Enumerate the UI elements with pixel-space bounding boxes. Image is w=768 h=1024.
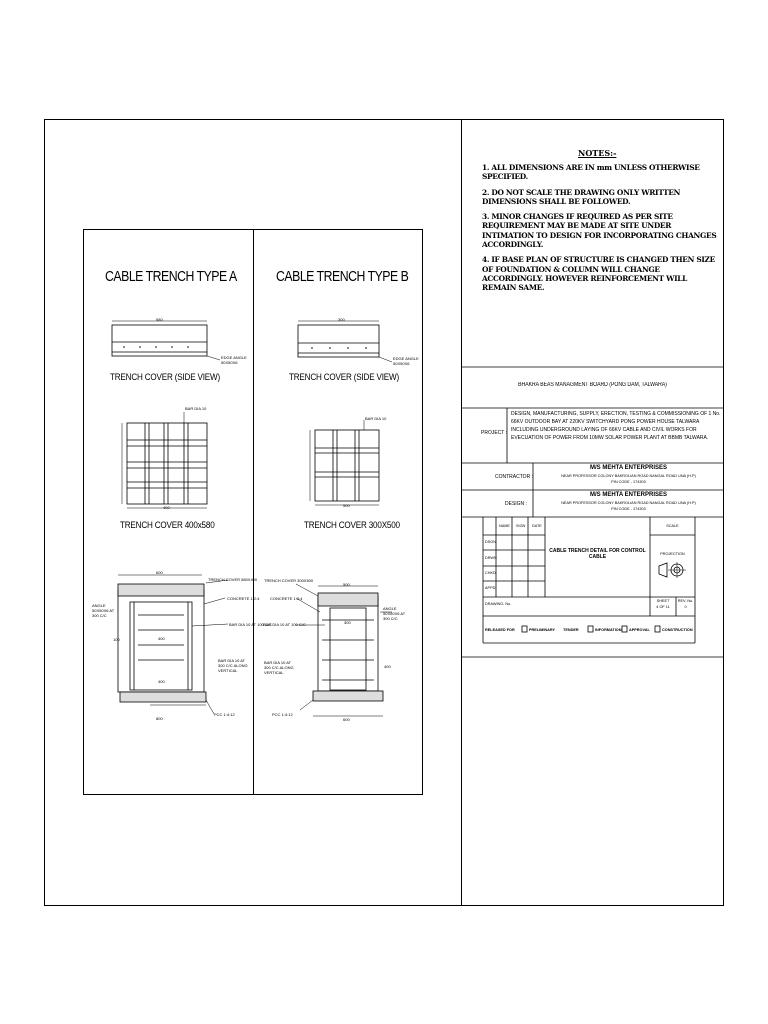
- release-option-tender: TENDER: [563, 628, 579, 632]
- type-a-section-pcc: [120, 692, 206, 702]
- row-label: APPD: [485, 586, 496, 590]
- note-item: 4. IF BASE PLAN OF STRUCTURE IS CHANGED THEN SIZE OF FOUNDATION & COLUMN WILL CHANGE ACCORDINGLY. HOWEVER REINFORCEMENT WILL REMAIN SAME.: [482, 255, 715, 293]
- project-label: PROJECT :: [481, 430, 508, 436]
- type-a-section-depth-dim: 400: [158, 679, 165, 684]
- contractor-pin: PIN CODE - 174303: [611, 480, 646, 484]
- type-a-section-pcc-label: PCC 1:4:12: [214, 712, 235, 717]
- release-option-information: INFORMATION: [595, 628, 622, 632]
- release-option-approval: APPROVAL: [629, 628, 650, 632]
- type-b-section-inner-dim: 300: [344, 620, 351, 625]
- type-a-bar-label: BAR DIA 10: [185, 406, 207, 411]
- notes-heading: NOTES:-: [578, 148, 617, 158]
- drawing-title: CABLE TRENCH DETAIL FOR CONTROL CABLE: [549, 548, 646, 560]
- type-b-section-vert-bar-label: BAR DIA 10 AT 300 C/C ALONG VERTICAL: [264, 660, 294, 675]
- type-a-section-cover-label: TRENCH COVER 580X400: [208, 577, 258, 582]
- projection-label: PROJECTION: [660, 552, 685, 556]
- type-b-bar-label: BAR DIA 10: [365, 416, 387, 421]
- scale-label: SCALE: [666, 524, 679, 528]
- type-a-section-inner-dim: 400: [158, 636, 165, 641]
- type-a-section-top-dim: 600: [156, 570, 163, 575]
- type-a-plan-label: TRENCH COVER 400x580: [120, 520, 215, 530]
- type-a-side-view: [112, 325, 207, 356]
- type-a-plan-dim: 400: [163, 505, 170, 510]
- rev-label: REV. No.: [677, 599, 694, 603]
- type-b-section-cover-label: TRENCH COVER 300X500: [264, 578, 314, 583]
- col-date-header: DATE: [532, 524, 542, 528]
- row-label: CHKD: [485, 571, 496, 575]
- type-a-section-bar-label: BAR DIA 10 AT 100 C/C: [229, 622, 272, 627]
- type-a-cover-width-dim: 580: [156, 317, 163, 322]
- type-b-section-concrete-label: CONCRETE 1:2:4: [270, 596, 303, 601]
- type-a-section-concrete-label: CONCRETE 1:2:4: [227, 596, 260, 601]
- type-a-section-base-dim: 800: [156, 716, 163, 721]
- type-a-section-angle-label: ANGLE 50X50X6 AT 300 C/C: [92, 603, 115, 618]
- type-a-section-vert-bar-label: BAR DIA 10 AT 300 C/C ALONG VERTICAL: [218, 658, 248, 673]
- design-address: NEAR PROFESSOR COLONY BAKROLIAN ROAD NANGAL ROAD UNA (H.P): [561, 501, 696, 505]
- type-b-cover-plan: [315, 430, 379, 501]
- design-label: DESIGN :: [505, 501, 527, 507]
- contractor-label: CONTRACTOR :: [495, 474, 533, 480]
- type-b-edge-angle-label: EDGE ANGLE 50X50X6: [393, 356, 419, 366]
- type-b-section-cover: [318, 593, 378, 606]
- row-label: DSGN: [485, 540, 496, 544]
- release-option-preliminary: PRELIMINARY: [529, 628, 556, 632]
- type-a-title: CABLE TRENCH TYPE A: [105, 268, 237, 285]
- type-b-cover-width-dim: 300: [338, 317, 345, 322]
- released-for-label: RELEASED FOR: [485, 628, 515, 632]
- contractor-address: NEAR PROFESSOR COLONY BAKROLIAN ROAD NANGAL ROAD UNA (H.P): [561, 474, 696, 478]
- type-b-section-top-dim: 500: [343, 582, 350, 587]
- rev-value: 0: [684, 605, 687, 609]
- note-item: 1. ALL DIMENSIONS ARE IN mm UNLESS OTHERWISE SPECIFIED.: [482, 163, 700, 182]
- type-b-side-view-label: TRENCH COVER (SIDE VIEW): [289, 372, 399, 382]
- notes-list: [482, 163, 718, 293]
- checkbox-preliminary: [522, 626, 527, 632]
- row-label: DRWN: [485, 556, 497, 560]
- type-a-cover-plan: [127, 423, 207, 504]
- col-name-header: NAME: [499, 524, 510, 528]
- type-b-section-pcc: [313, 691, 383, 701]
- type-b-plan-dim: 500: [343, 503, 350, 508]
- checkbox-construction: [655, 626, 660, 632]
- design-pin: PIN CODE - 174303: [611, 507, 646, 511]
- type-b-side-view: [298, 325, 379, 357]
- type-b-section-depth-dim: 400: [384, 664, 391, 669]
- type-b-title: CABLE TRENCH TYPE B: [276, 268, 409, 285]
- type-b-section-pcc-label: PCC 1:4:12: [272, 712, 293, 717]
- checkbox-information: [588, 626, 593, 632]
- type-b-section-bar-label: BAR DIA 10 AT 100 C/C: [263, 622, 306, 627]
- col-sign-header: SIGN: [516, 524, 526, 528]
- contractor-name: M/S MEHTA ENTERPRISES: [589, 465, 667, 471]
- type-a-edge-angle-label: EDGE ANGLE 50X50X6: [221, 355, 247, 365]
- type-b-plan-label: TRENCH COVER 300X500: [304, 520, 400, 530]
- type-a-section-wall: [118, 590, 204, 692]
- note-item: 2. DO NOT SCALE THE DRAWING ONLY WRITTEN DIMENSIONS SHALL BE FOLLOWED.: [482, 187, 681, 206]
- checkbox-approval: [622, 626, 627, 632]
- type-b-section-base-dim: 600: [343, 717, 350, 722]
- design-name: M/S MEHTA ENTERPRISES: [589, 492, 667, 498]
- sheet-label: SHEET: [656, 599, 670, 603]
- board-name: BHAKRA BEAS MANAGMENT BOARD (PONG DAM, TALWARA): [518, 382, 667, 388]
- type-b-section-wall: [318, 596, 378, 691]
- type-a-side-view-label: TRENCH COVER (SIDE VIEW): [110, 372, 220, 382]
- project-description: DESIGN, MANUFACTURING, SUPPLY, ERECTION, TESTING & COMMISSIONING OF 1 No. 66KV OUTDOOR BAY AT 220KV SWITCHYARD PONG POWER HOUSE TALWARA INCLUDING UNDERGROUND LAYING OF 66KV CABLE AND CIVIL WORKS FOR EVECUATION OF POWER FROM 10MW SOLAR POWER PLANT AT BBMB TALWARA.: [511, 411, 721, 441]
- type-a-section-cover: [118, 584, 204, 596]
- type-a-section-side-dim: 100: [113, 637, 120, 642]
- type-b-section-angle-label: ANGLE 50X50X6 AT 300 C/C: [383, 606, 406, 621]
- drawing-no-label: DRAWING. No.: [485, 602, 512, 606]
- release-option-construction: CONSTRUCTION: [662, 628, 693, 632]
- note-item: 3. MINOR CHANGES IF REQUIRED AS PER SITE REQUIREMENT MAY BE MADE AT SITE UNDER INTIMATION TO DESIGN FOR INCORPORATING CHANGES ACCORDINGLY.: [482, 212, 717, 250]
- projection-cone: [659, 563, 667, 577]
- sheet-value: 4 OF 11: [656, 605, 670, 609]
